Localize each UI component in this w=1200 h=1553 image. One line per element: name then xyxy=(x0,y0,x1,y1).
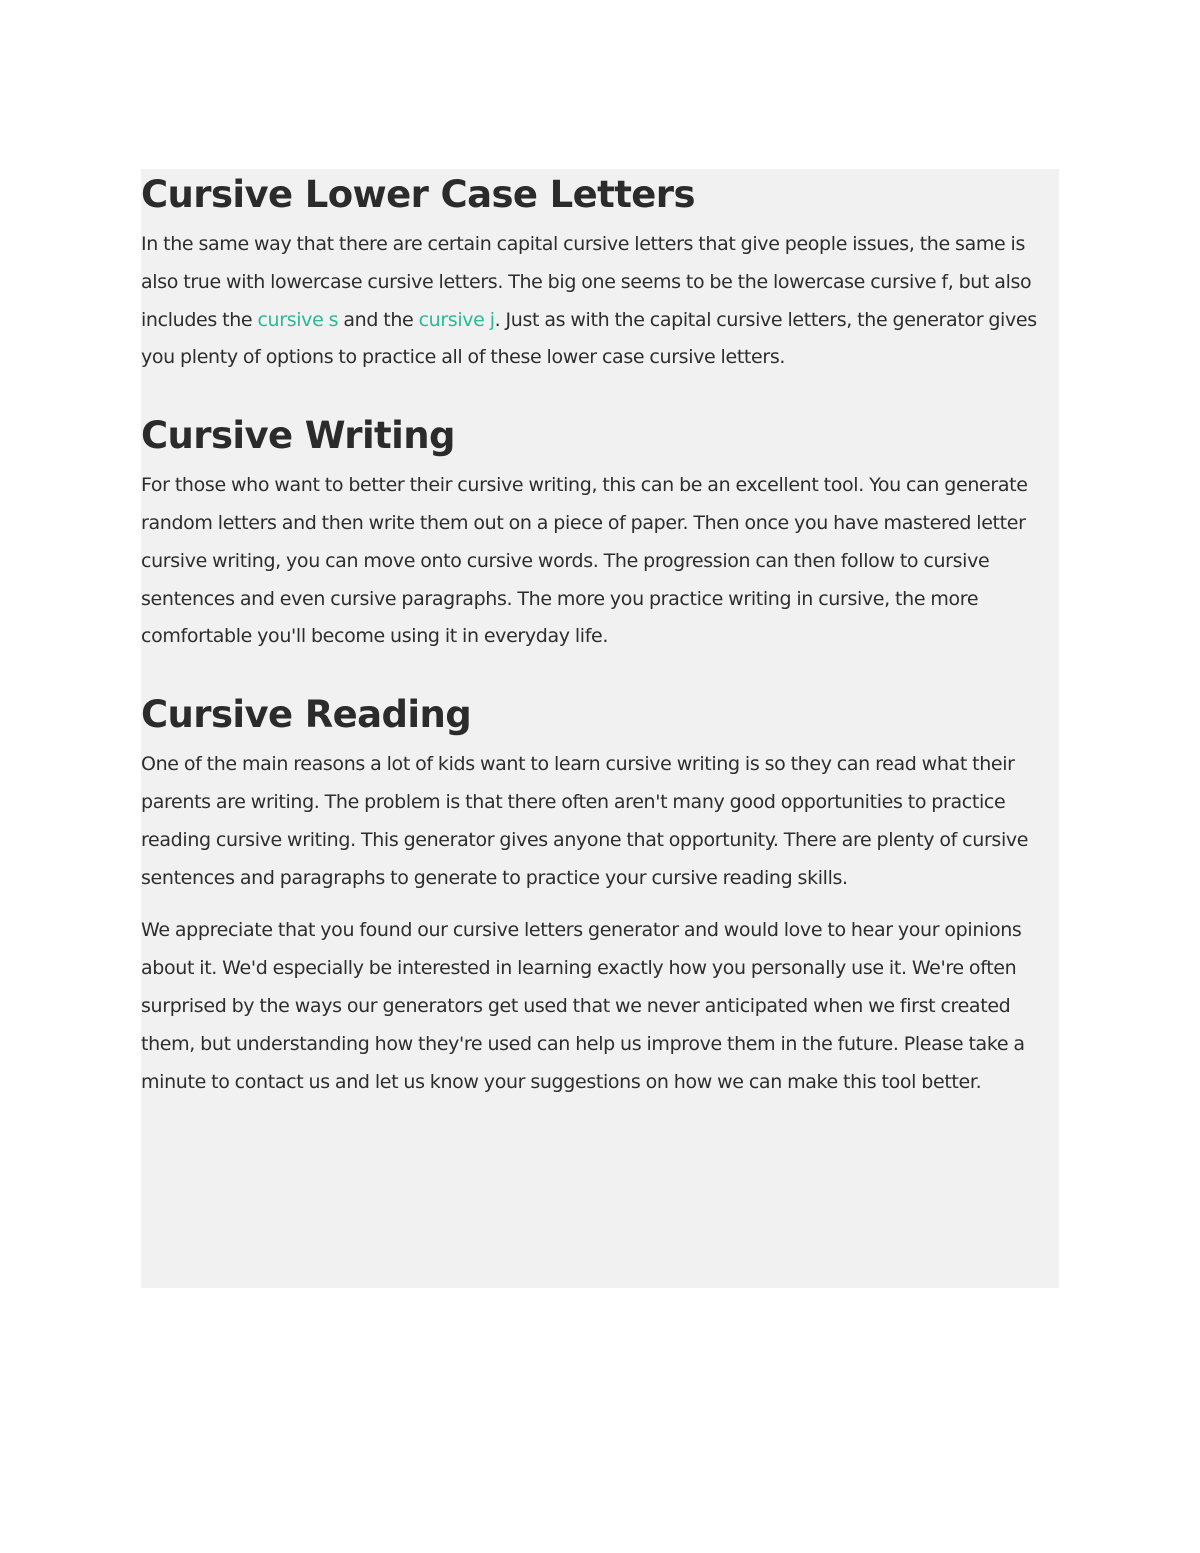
paragraph-text: . Just as with the capital cursive letters, the generator gives you plenty of options to practice all of these lower case cursive letters. xyxy=(141,308,1037,369)
section-heading: Cursive Writing xyxy=(141,414,455,458)
closing-block xyxy=(141,912,1059,1101)
section-paragraph: One of the main reasons a lot of kids want to learn cursive writing is so they can read what their parents are writing. The problem is that there often aren't many good opportunities to practice reading cursive writing. This generator gives anyone that opportunity. There are plenty of cursive sentences and paragraphs to generate to practice your cursive reading skills. xyxy=(141,753,1029,889)
section-lower-case-letters xyxy=(141,169,1059,377)
paragraph-text: In the same way that there are certain capital cursive letters that give people issues, the same is also true with lowercase cursive letters. The big one seems to be the lowercase cursive f, but also includes the xyxy=(141,233,1032,331)
section-paragraph: For those who want to better their cursive writing, this can be an excellent tool. You can generate random letters and then write them out on a piece of paper. Then once you have mastered letter cursive writing, you can move onto cursive words. The progression can then follow to cursive sentences and even cursive paragraphs. The more you practice writing in cursive, the more comfortable you'll become using it in everyday life. xyxy=(141,474,1028,648)
cursive-j-link[interactable]: cursive j xyxy=(418,308,495,331)
cursive-s-link[interactable]: cursive s xyxy=(257,308,339,331)
section-paragraph xyxy=(141,226,1059,377)
section-cursive-reading xyxy=(141,692,1059,897)
section-heading: Cursive Lower Case Letters xyxy=(141,173,695,216)
section-cursive-writing xyxy=(141,413,1059,656)
paragraph-text: and the xyxy=(338,308,419,331)
closing-paragraph: We appreciate that you found our cursive letters generator and would love to hear your opinions about it. We'd especially be interested in learning exactly how you personally use it. We're often surprised by the ways our generators get used that we never anticipated when we first created them, but understanding how they're used can help us improve them in the future. Please take a minute to contact us and let us know your suggestions on how we can make this tool better. xyxy=(141,919,1025,1093)
content-panel xyxy=(141,169,1059,1288)
section-heading: Cursive Reading xyxy=(141,693,472,737)
